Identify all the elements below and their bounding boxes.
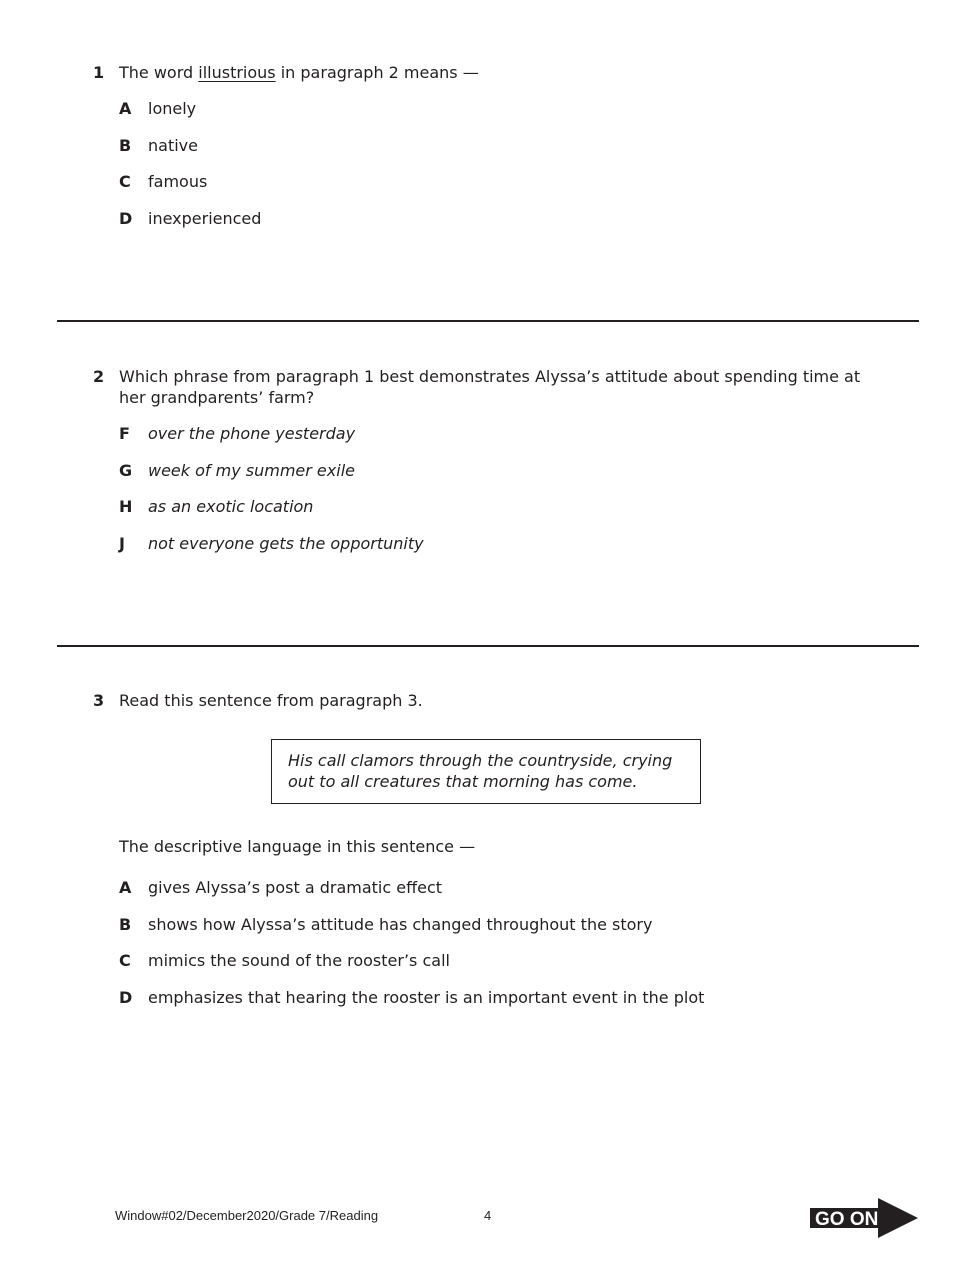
option-text: as an exotic location bbox=[148, 497, 314, 516]
question-3 bbox=[93, 690, 883, 711]
answer-options bbox=[119, 98, 883, 229]
option-text: famous bbox=[148, 172, 208, 191]
document-identifier: Window#02/December2020/Grade 7/Reading bbox=[115, 1208, 379, 1223]
option-text: shows how Alyssa’s attitude has changed throughout the story bbox=[148, 914, 653, 934]
question-3-options bbox=[93, 877, 883, 1023]
quoted-sentence-box bbox=[271, 739, 701, 804]
option-letter: B bbox=[119, 135, 132, 155]
stem-text: The word bbox=[119, 63, 199, 82]
section-divider bbox=[57, 645, 919, 647]
question-stem: Which phrase from paragraph 1 best demonstrates Alyssa’s attitude about spending time at her grandparents’ farm? bbox=[119, 367, 861, 407]
answer-option-g[interactable] bbox=[119, 460, 883, 481]
option-text: lonely bbox=[148, 99, 197, 118]
answer-option-d[interactable] bbox=[119, 208, 883, 229]
question-number: 3 bbox=[93, 691, 105, 710]
option-letter: D bbox=[119, 208, 133, 228]
option-letter: C bbox=[119, 951, 131, 970]
answer-option-h[interactable] bbox=[119, 496, 883, 517]
quote-line: His call clamors through the countryside, crying bbox=[288, 751, 673, 770]
answer-option-a[interactable] bbox=[119, 98, 883, 119]
option-text: week of my summer exile bbox=[148, 460, 355, 480]
option-letter: H bbox=[119, 497, 133, 516]
answer-option-j[interactable] bbox=[119, 533, 883, 554]
question-1 bbox=[93, 62, 883, 244]
answer-options bbox=[119, 877, 883, 1008]
option-text: inexperienced bbox=[148, 208, 262, 228]
option-letter: C bbox=[119, 172, 131, 191]
answer-option-c[interactable] bbox=[119, 171, 883, 192]
question-number: 2 bbox=[93, 367, 105, 386]
option-letter: A bbox=[119, 99, 132, 118]
option-text: gives Alyssa’s post a dramatic effect bbox=[148, 878, 443, 897]
answer-options bbox=[119, 423, 883, 554]
question-stem: Read this sentence from paragraph 3. bbox=[119, 691, 423, 710]
option-letter: J bbox=[119, 533, 125, 553]
option-text: emphasizes that hearing the rooster is an important event in the plot bbox=[148, 987, 705, 1007]
go-on-label: GO ON bbox=[815, 1209, 879, 1230]
go-on-arrow-icon bbox=[810, 1198, 920, 1238]
section-divider bbox=[57, 320, 919, 322]
question-number: 1 bbox=[93, 63, 105, 82]
page-number: 4 bbox=[484, 1208, 492, 1223]
option-letter: D bbox=[119, 987, 133, 1007]
answer-option-c[interactable] bbox=[119, 950, 883, 971]
answer-option-d[interactable] bbox=[119, 987, 883, 1008]
option-text: native bbox=[148, 135, 198, 155]
question-2 bbox=[93, 366, 883, 569]
option-text: over the phone yesterday bbox=[148, 424, 356, 443]
answer-option-a[interactable] bbox=[119, 877, 883, 898]
quote-line: out to all creatures that morning has come. bbox=[288, 772, 638, 791]
underlined-word: illustrious bbox=[198, 63, 276, 82]
stem-text: in paragraph 2 means — bbox=[275, 63, 479, 82]
question-stem bbox=[119, 62, 883, 83]
option-letter: B bbox=[119, 914, 132, 934]
answer-option-f[interactable] bbox=[119, 423, 883, 444]
answer-option-b[interactable] bbox=[119, 914, 883, 935]
question-stem-continued: The descriptive language in this sentence — bbox=[119, 837, 476, 856]
option-text: mimics the sound of the rooster’s call bbox=[148, 951, 450, 970]
option-letter: G bbox=[119, 460, 133, 480]
option-letter: F bbox=[119, 424, 130, 443]
answer-option-b[interactable] bbox=[119, 135, 883, 156]
option-text: not everyone gets the opportunity bbox=[148, 533, 424, 553]
option-letter: A bbox=[119, 878, 132, 897]
